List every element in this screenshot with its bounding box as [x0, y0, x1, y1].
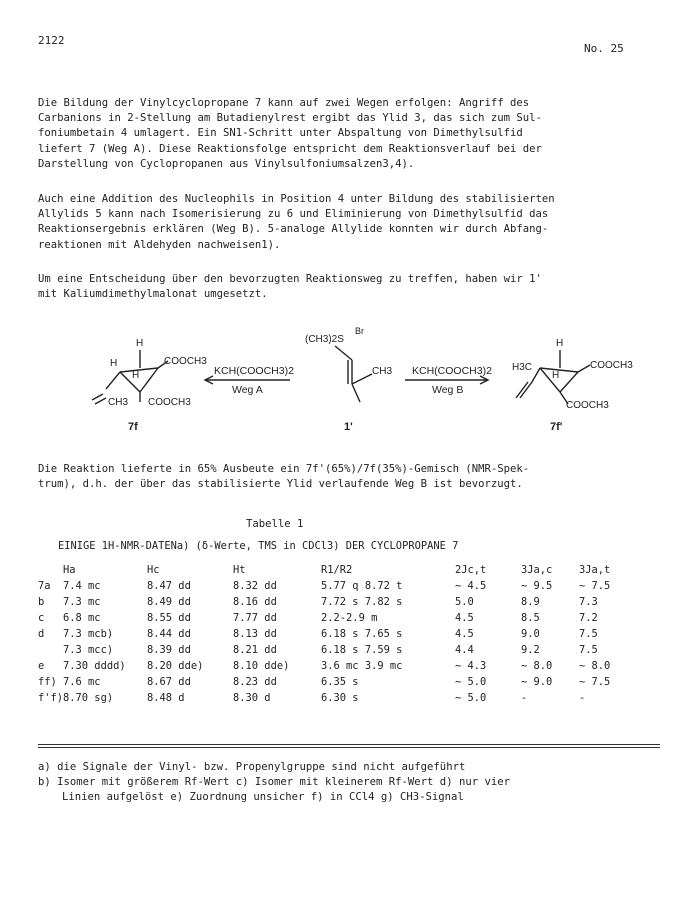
label-ht: H	[132, 370, 140, 381]
cell-j1: ~ 5.0	[455, 676, 487, 688]
cell-j3: ~ 7.5	[579, 580, 611, 592]
text-line: Darstellung von Cyclopropanen aus Vinylsulfoniumsalzen3,4).	[38, 157, 415, 170]
group-cooch3: COOCH3	[566, 400, 609, 411]
group-cooch3: COOCH3	[164, 356, 207, 367]
cell-ht: 8.23 dd	[233, 676, 277, 688]
row-id: 7a	[38, 580, 51, 592]
text-line: reaktionen mit Aldehyden nachweisen1).	[38, 238, 281, 251]
reagent-right: KCH(COOCH3)2	[412, 365, 492, 377]
compound-label-center: 1'	[344, 421, 353, 433]
cell-j2: 9.0	[521, 628, 540, 640]
header-3jac: 3Ja,c	[521, 564, 553, 576]
text-line: liefert 7 (Weg A). Diese Reaktionsfolge entspricht dem Reaktionsverlauf bei der	[38, 142, 542, 155]
cell-j2: 8.5	[521, 612, 540, 624]
header-r1r2: R1/R2	[321, 564, 353, 576]
cell-j2: ~ 8.0	[521, 660, 553, 672]
cell-ha: 7.4 mc	[63, 580, 101, 592]
text-line: Die Reaktion lieferte in 65% Ausbeute ein 7f'(65%)/7f(35%)-Gemisch (NMR-Spek-	[38, 463, 530, 475]
result-paragraph	[38, 462, 658, 492]
nmr-table	[38, 562, 641, 706]
reagent-left: KCH(COOCH3)2	[214, 365, 294, 377]
cell-ht: 8.30 d	[233, 692, 271, 704]
row-id: c	[38, 612, 45, 624]
cell-hc: 8.55 dd	[147, 612, 191, 624]
cell-j1: 5.0	[455, 596, 474, 608]
text-line: Reaktionsergebnis erklären (Weg B). 5-analoge Allylide konnten wir durch Abfang-	[38, 223, 549, 236]
cell-r: 3.6 mc 3.9 mc	[321, 660, 403, 672]
cell-j2: -	[521, 692, 528, 704]
text-line: Die Bildung der Vinylcyclopropane 7 kann auf zwei Wegen erfolgen: Angriff des	[38, 97, 530, 109]
paragraph-2	[38, 192, 658, 253]
cell-ht: 8.16 dd	[233, 596, 277, 608]
text-line: mit Kaliumdimethylmalonat umgesetzt.	[38, 288, 268, 301]
group-ch3: CH3	[108, 397, 129, 408]
cell-ha: 7.30 dddd)	[63, 660, 126, 672]
cell-ha: 7.3 mc	[63, 596, 101, 608]
cell-j1: ~ 4.3	[455, 660, 487, 672]
paragraph-3	[38, 272, 658, 302]
reaction-scheme	[0, 320, 683, 440]
header-ht: Ht	[233, 564, 246, 576]
cell-hc: 8.44 dd	[147, 628, 191, 640]
table-row	[38, 658, 641, 674]
text-line: Allylids 5 kann nach Isomerisierung zu 6 und Eliminierung von Dimethylsulfid das	[38, 208, 549, 221]
cell-hc: 8.47 dd	[147, 580, 191, 592]
row-id: b	[38, 596, 45, 608]
cell-hc: 8.67 dd	[147, 676, 191, 688]
route-right: Weg B	[432, 384, 464, 396]
cell-j1: 4.4	[455, 644, 474, 656]
footnote-line: a) die Signale der Vinyl- bzw. Propenylgruppe sind nicht aufgeführt	[38, 761, 466, 773]
label-ha: H	[110, 358, 118, 369]
table-header-row	[38, 562, 641, 578]
paragraph-1	[38, 96, 658, 172]
group-ch3: CH3	[372, 366, 393, 377]
cell-j2: ~ 9.0	[521, 676, 553, 688]
cell-hc: 8.20 dde)	[147, 660, 204, 672]
cell-r: 5.77 q 8.72 t	[321, 580, 403, 592]
issue-number: No. 25	[584, 42, 624, 55]
table-rule	[38, 744, 660, 745]
footnote-line: Linien aufgelöst e) Zuordnung unsicher f) in CCl4 g) CH3-Signal	[62, 791, 464, 803]
header-hc: Hc	[147, 564, 160, 576]
cell-r: 7.72 s 7.82 s	[321, 596, 403, 608]
cell-ht: 8.13 dd	[233, 628, 277, 640]
cell-r: 6.30 s	[321, 692, 359, 704]
row-id: d	[38, 628, 45, 640]
table-rule	[38, 747, 660, 748]
cell-j2: 9.2	[521, 644, 540, 656]
cell-ha: 7.3 mcc)	[63, 644, 114, 656]
sulfonium-group: (CH3)2S	[305, 334, 344, 345]
text-line: Carbanions in 2-Stellung am Butadienylrest ergibt das Ylid 3, das sich zum Sul-	[38, 112, 542, 125]
page-number: 2122	[38, 34, 65, 47]
cell-ht: 8.10 dde)	[233, 660, 290, 672]
cell-j2: 8.9	[521, 596, 540, 608]
table-row	[38, 578, 641, 594]
cell-ht: 8.21 dd	[233, 644, 277, 656]
cell-r: 6.18 s 7.59 s	[321, 644, 403, 656]
label-hc: H	[136, 338, 144, 349]
cell-j2: ~ 9.5	[521, 580, 553, 592]
cell-hc: 8.39 dd	[147, 644, 191, 656]
row-id: f'f)	[38, 692, 64, 704]
table-caption: Tabelle 1	[246, 518, 304, 530]
row-id: e	[38, 660, 45, 672]
cell-j1: 4.5	[455, 628, 474, 640]
label-ht: H	[552, 370, 560, 381]
cell-ha: 7.3 mcb)	[63, 628, 114, 640]
cell-ha: 8.70 sg)	[63, 692, 114, 704]
cell-ha: 7.6 mc	[63, 676, 101, 688]
cell-j3: 7.5	[579, 644, 598, 656]
cell-j3: ~ 7.5	[579, 676, 611, 688]
cell-j3: 7.5	[579, 628, 598, 640]
text-line: trum), d.h. der über das stabilisierte Ylid verlaufende Weg B ist bevorzugt.	[38, 478, 523, 491]
table-row	[38, 642, 641, 658]
group-h3c: H3C	[512, 362, 533, 373]
header-3jat: 3Ja,t	[579, 564, 611, 576]
cell-j1: 4.5	[455, 612, 474, 624]
table-row	[38, 674, 641, 690]
cell-j1: ~ 4.5	[455, 580, 487, 592]
table-row	[38, 690, 641, 706]
compound-label-left: 7f	[128, 421, 138, 433]
compound-label-right: 7f'	[550, 421, 563, 433]
text-line: Um eine Entscheidung über den bevorzugten Reaktionsweg zu treffen, haben wir 1'	[38, 273, 542, 285]
cell-hc: 8.48 d	[147, 692, 185, 704]
table-row	[38, 626, 641, 642]
text-line: foniumbetain 4 umlagert. Ein SN1-Schritt unter Abspaltung von Dimethylsulfid	[38, 127, 523, 140]
route-left: Weg A	[232, 384, 263, 396]
cell-hc: 8.49 dd	[147, 596, 191, 608]
table-row	[38, 594, 641, 610]
header-2jct: 2Jc,t	[455, 564, 487, 576]
table-row	[38, 610, 641, 626]
group-cooch3: COOCH3	[590, 360, 633, 371]
group-cooch3: COOCH3	[148, 397, 191, 408]
row-id	[38, 642, 63, 658]
cell-ht: 7.77 dd	[233, 612, 277, 624]
row-id: ff)	[38, 676, 57, 688]
cell-r: 6.18 s 7.65 s	[321, 628, 403, 640]
header-ha: Ha	[63, 564, 76, 576]
label-hc: H	[556, 338, 564, 349]
cell-j3: ~ 8.0	[579, 660, 611, 672]
cell-j3: -	[579, 692, 586, 704]
cell-j3: 7.3	[579, 596, 598, 608]
text-line: Auch eine Addition des Nucleophils in Position 4 unter Bildung des stabilisierten	[38, 193, 555, 205]
cell-ht: 8.32 dd	[233, 580, 277, 592]
cell-j3: 7.2	[579, 612, 598, 624]
footnote-line: b) Isomer mit größerem Rf-Wert c) Isomer mit kleinerem Rf-Wert d) nur vier	[38, 776, 510, 788]
cell-j1: ~ 5.0	[455, 692, 487, 704]
footnotes	[38, 760, 510, 805]
cell-r: 2.2-2.9 m	[321, 612, 378, 624]
cell-ha: 6.8 mc	[63, 612, 101, 624]
cell-r: 6.35 s	[321, 676, 359, 688]
counterion: Br	[355, 326, 364, 336]
table-title: EINIGE 1H-NMR-DATENa) (δ-Werte, TMS in CDCl3) DER CYCLOPROPANE 7	[58, 540, 459, 552]
